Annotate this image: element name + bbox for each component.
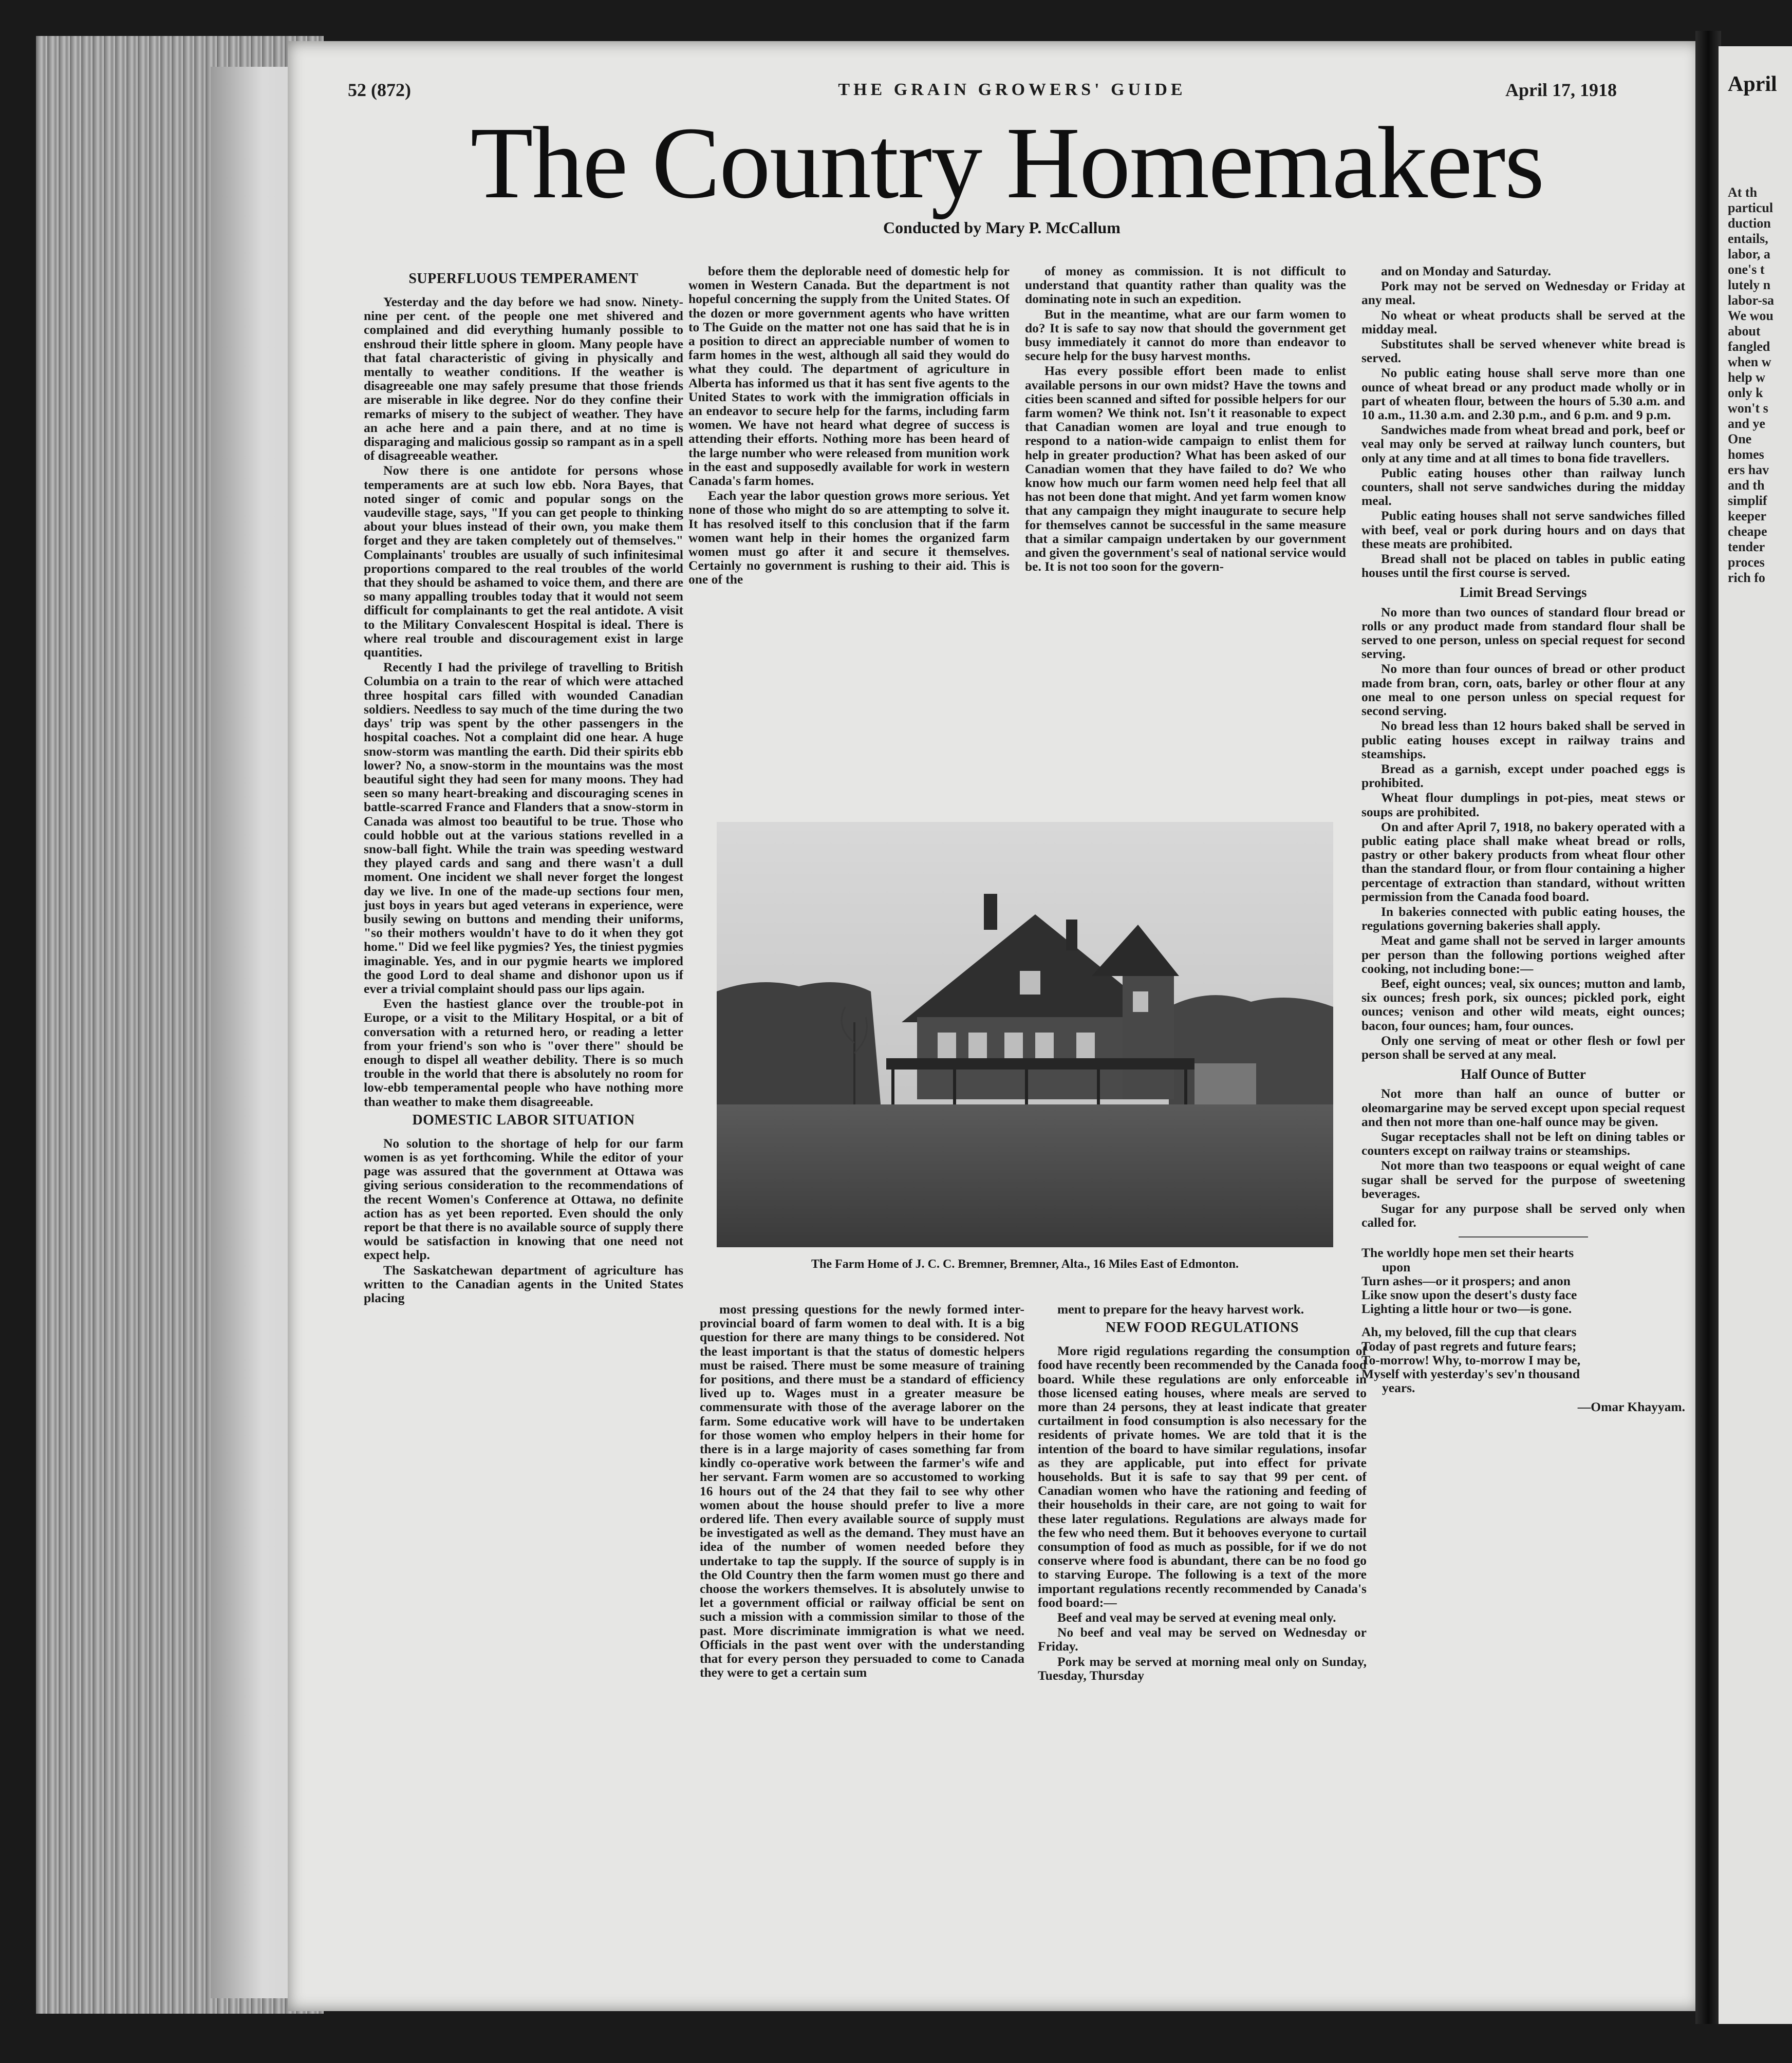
next-page-line: simplif xyxy=(1728,493,1767,508)
paragraph: No beef and veal may be served on Wednesday or Friday. xyxy=(1038,1625,1367,1654)
paragraph: Yesterday and the day before we had snow. Ninety-nine per cent. of the people one met shivered and complained and did everything humanly possible to enshroud their little sphere in gloom. Many people have that fatal characteristic of giving in physically and mentally to weather conditions. If the weather is disagreeable one may safely presume that those friends are miserable in like degree. Nor do they confine their remarks of misery to the subject of weather. They have an ache here and a pain there, and at no time is disparaging and malicious gossip so rampant as in a spell of disagreeable weather. xyxy=(364,294,683,463)
next-page-line: only k xyxy=(1728,385,1763,400)
paragraph: of money as commission. It is not difficult to understand that quantity rather than quality was the dominating note in such an expedition. xyxy=(1025,264,1346,307)
next-page-line: One xyxy=(1728,432,1752,446)
byline: Conducted by Mary P. McCallum xyxy=(883,218,1121,237)
next-page-line: won't s xyxy=(1728,401,1768,416)
paragraph: Only one serving of meat or other flesh or fowl per person shall be served at any meal. xyxy=(1361,1033,1685,1062)
section-heading: DOMESTIC LABOR SITUATION xyxy=(412,1112,635,1128)
paragraph: Has every possible effort been made to enlist available persons in our own midst? Have the towns and cities been scanned and sifted for possible helpers for our farm women? We think not. Isn't it reasonable to expect that Canadian women are loyal and true enough to respond to a nation-wide campaign to enlist them for help in greater production? What has been asked of our Canadian women that they have failed to do? We who know how much our farm women need help feel that all has not been done that might. And yet farm women know that any campaign they might inaugurate to secure help for themselves cannot be successful in the same measure that a similar campaign undertaken by our government and given the government's seal of national service would be. It is not too soon for the govern- xyxy=(1025,363,1346,574)
poem-line: Today of past regrets and future fears; xyxy=(1361,1338,1577,1354)
paragraph: before them the deplorable need of domestic help for women in Western Canada. But the department is not hopeful concerning the supply from the United States. Of the dozen or more government agents who have written to The Guide on the matter not one has said that he is in a position to direct an appreciable number of women to farm homes in the west, although all said they would do what they could. The department of agriculture in Alberta has informed us that it has sent five agents to the United States to work with the immigration officials in an endeavor to secure help for the farms, including farm women. We have not heard what degree of success is attending their efforts. Nothing more has been heard of the large number who were released from munition work in the east and supposedly available for work in western Canada's farm homes. xyxy=(688,264,1010,489)
running-title: THE GRAIN GROWERS' GUIDE xyxy=(838,80,1186,99)
poem-line: The worldly hope men set their hearts xyxy=(1361,1245,1574,1261)
farm-house-illustration xyxy=(717,822,1333,1247)
next-page-line: homes xyxy=(1728,447,1764,462)
paragraph: But in the meantime, what are our farm women to do? It is safe to say now that should the government get busy immediately it cannot do more than endeavor to secure help for the busy harvest months. xyxy=(1025,306,1346,364)
column-3-bottom xyxy=(1038,1302,1367,1930)
next-page-line: when w xyxy=(1728,354,1771,369)
poem-line: upon xyxy=(1382,1259,1411,1274)
paragraph: Recently I had the privilege of travelling to British Columbia on a train to the rear of which were attached three hospital cars filled with wounded Canadian soldiers. Needless to say much of the time during the two days' trip was spent by the other passengers in the hospital coaches. Not a complaint did one hear. A huge snow-storm was mantling the earth. Did their spirits ebb lower? No, a snow-storm in the mountains was the most beautiful sight they had seen for many moons. They had seen so many heart-breaking and discouraging scenes in battle-scarred France and Flanders that a snow-storm in Canada was almost too beautiful to be true. Those who could hobble out at the various stations revelled in a snow-ball fight. While the train was speeding westward they played cards and sang and there wasn't a dull moment. One incident we shall never forget the longest day we live. In one of the made-up sections four men, just boys in years but aged veterans in experience, were busily sewing on buttons and mending their uniforms, "so their mothers wouldn't have to do it when they got home." Did we feel like pygmies? Yes, the tiniest pygmies imaginable. Yes, and in our pygmie hearts we implored the good Lord to deal shame and dishonor upon us if ever a trivial complaint should pass our lips again. xyxy=(364,660,683,996)
paragraph: Not more than two teaspoons or equal weight of cane sugar shall be served for the purpose of sweetening beverages. xyxy=(1361,1158,1685,1201)
page-number: 52 (872) xyxy=(348,80,411,100)
next-page-line: ers hav xyxy=(1728,462,1769,477)
paragraph: Not more than half an ounce of butter or oleomargarine may be served except upon special request and then not more than one-half ounce may be given. xyxy=(1361,1086,1685,1129)
paragraph: Wheat flour dumplings in pot-pies, meat stews or soups are prohibited. xyxy=(1361,790,1685,819)
paragraph: Substitutes shall be served whenever white bread is served. xyxy=(1361,336,1685,366)
issue-date: April 17, 1918 xyxy=(1505,80,1617,100)
paragraph: No bread less than 12 hours baked shall be served in public eating houses except in railway trains and steamships. xyxy=(1361,718,1685,761)
next-page-line: help w xyxy=(1728,370,1765,385)
next-page-line: keeper xyxy=(1728,509,1767,523)
subheading-bread: Limit Bread Servings xyxy=(1460,585,1587,601)
column-2-bottom xyxy=(700,1302,1024,1930)
paragraph: Pork may be served at morning meal only on Sunday, Tuesday, Thursday xyxy=(1038,1654,1367,1683)
paragraph: and on Monday and Saturday. xyxy=(1381,264,1551,278)
next-page-line: tender xyxy=(1728,539,1765,554)
paragraph: Sugar receptacles shall not be left on dining tables or counters except on railway trains or steamships. xyxy=(1361,1129,1685,1158)
poem-line: Ah, my beloved, fill the cup that clears xyxy=(1361,1324,1577,1340)
poem-line: Lighting a little hour or two—is gone. xyxy=(1361,1301,1572,1317)
column-3-top xyxy=(1025,264,1346,819)
photo-caption: The Farm Home of J. C. C. Bremner, Bremner, Alta., 16 Miles East of Edmonton. xyxy=(811,1258,1239,1271)
next-page-line: particul xyxy=(1728,200,1774,215)
column-1 xyxy=(364,267,683,1926)
paragraph: No public eating house shall serve more than one ounce of wheat bread or any product made wholly or in part of wheaten flour, between the hours of 5.30 a.m. and 10 a.m., 11.30 a.m. and 2.30 p.m., and 6 p.m. and 9 p.m. xyxy=(1361,365,1685,423)
next-page-line: and ye xyxy=(1728,416,1765,431)
next-page-text xyxy=(1728,185,1792,586)
paragraph: Beef, eight ounces; veal, six ounces; mutton and lamb, six ounces; fresh pork, six ounces; pickled pork, eight ounces; venison and other wild meats, eight ounces; bacon, four ounces; ham, four ounces. xyxy=(1361,976,1685,1033)
poem-line: To-morrow! Why, to-morrow I may be, xyxy=(1361,1352,1581,1367)
paragraph: Meat and game shall not be served in larger amounts per person than the following portions weighed after cooking, not including bone:— xyxy=(1361,933,1685,976)
next-page-line: and th xyxy=(1728,478,1765,493)
next-page-line: fangled xyxy=(1728,339,1770,354)
paragraph: Even the hastiest glance over the trouble-pot in Europe, or a visit to the Military Hospital, or a bit of conversation with a returned hero, or reading a letter from your friend's son who is "over there" should be enough to dispel all weather debility. There is so much trouble in the world that there is absolutely no room for low-ebb temperamental people who have nothing more than weather to make them disagreeable. xyxy=(364,996,683,1109)
paragraph: Bread as a garnish, except under poached eggs is prohibited. xyxy=(1361,761,1685,791)
farm-home-photo xyxy=(717,822,1333,1247)
paragraph: No solution to the shortage of help for our farm women is as yet forthcoming. While the editor of your page was assured that the government at Ottawa was giving serious consideration to the recommendations of the recent Women's Conference at Ottawa, no definite action has as yet been reported. Even should the only report be that there is no available source of supply there would be satisfaction in knowing that one need not expect help. xyxy=(364,1135,683,1263)
divider xyxy=(1459,1236,1588,1237)
paragraph: Sandwiches made from wheat bread and pork, beef or veal may only be served at railway lunch counters, but only at any time and at all times to bona fide travellers. xyxy=(1361,422,1685,465)
next-page-line: lutely n xyxy=(1728,277,1771,292)
paragraph: More rigid regulations regarding the consumption of food have recently been recommended by the Canada food board. While these regulations are only enforceable in those licensed eating houses, where meals are served to more than 24 persons, they at least indicate that greater curtailment in food consumption is also necessary for the residents of private homes. We are told that it is the intention of the board to have similar regulations, insofar as they are applicable, put into effect for private households. But it is safe to say that 99 per cent. of Canadian women who have the rationing and feeding of their households in their care, are not going to wait for these later regulations. Regulations are always made for the few who need them. But it behooves everyone to curtail consumption of food as much as possible, for if we do not conserve where food is abundant, there can be no food go to starving Europe. The following is a text of the more important regulations recently recommended by Canada's food board:— xyxy=(1038,1343,1367,1610)
section-heading: SUPERFLUOUS TEMPERAMENT xyxy=(408,271,639,287)
next-page-line: rich fo xyxy=(1728,570,1765,585)
paragraph: Now there is one antidote for persons whose temperaments are at such low ebb. Nora Bayes, that noted singer of comic and popular songs on the vaudeville stage, says, "If you can get people to thinking about your blues instead of their own, you make them forget and they are taken completely out of themselves." Complainants' troubles are usually of such infinitesimal proportions compared to the real troubles of the world that they should be ashamed to voice them, and there are so many appalling troubles today that it would not seem difficult for complainants to get the real antidote. A visit to the Military Convalescent Hospital is ideal. There is where real trouble and discouragement exist in large quantities. xyxy=(364,463,683,660)
paragraph: Public eating houses other than railway lunch counters, shall not serve sandwiches during the midday meal. xyxy=(1361,465,1685,509)
poem-author: —Omar Khayyam. xyxy=(1577,1399,1685,1415)
next-page-line: about xyxy=(1728,324,1761,339)
paragraph: No wheat or wheat products shall be served at the midday meal. xyxy=(1361,307,1685,336)
next-page-line: entails, xyxy=(1728,231,1768,246)
paragraph: most pressing questions for the newly formed inter-provincial board of farm women to deal with. It is a big question for there are many things to be considered. Not the least important is that the status of domestic helpers must be raised. There must be some measure of training for positions, and there must be a standard of efficiency lived up to. Wages must in a greater measure be commensurate with those of the average laborer on the farm. Some educative work will have to be undertaken for those women who employ helpers in their home for there is in a large majority of cases something far from kindly co-operative work between the farmer's wife and her servant. Farm women are so accustomed to working 16 hours out of the 24 that they fail to see why other women about the house should prefer to live a more ordered life. Then every available source of supply must be investigated as well as the demand. They must have an idea of the number of women needed before they undertake to tap the supply. If the source of supply is in the Old Country then the farm women must go there and choose the workers themselves. It is absolutely unwise to let a government official or railway official be sent on such a mission with a commission similar to those of the past. More discriminate immigration is what we need. Officials in the past went over with the understanding that for every person they persuaded to come to Canada they were to get a certain sum xyxy=(700,1302,1024,1680)
subheading-butter: Half Ounce of Butter xyxy=(1461,1066,1586,1082)
poem-line: Myself with yesterday's sev'n thousand xyxy=(1361,1366,1580,1382)
paragraph: ment to prepare for the heavy harvest work. xyxy=(1057,1302,1304,1317)
poem-line: Like snow upon the desert's dusty face xyxy=(1361,1287,1577,1303)
paragraph: No more than four ounces of bread or other product made from bran, corn, oats, barley or other flour at any one meal to one person unless on special request for second serving. xyxy=(1361,661,1685,719)
paragraph: No more than two ounces of standard flour bread or rolls or any product made from standard flour shall be served to one person, unless on special request for second serving. xyxy=(1361,604,1685,662)
next-page-line: one's t xyxy=(1728,262,1765,277)
paragraph: Beef and veal may be served at evening meal only. xyxy=(1057,1610,1336,1625)
paragraph: Each year the labor question grows more serious. Yet none of those who might do so are attempting to solve it. It has resolved itself to this conclusion that if the farm women want help in their homes the organized farm women must go after it and secure it themselves. Certainly no government is rushing to their aid. This is one of the xyxy=(688,488,1010,587)
paragraph: The Saskatchewan department of agriculture has written to the Canadian agents in the United States placing xyxy=(364,1262,683,1306)
paragraph: Pork may not be served on Wednesday or Friday at any meal. xyxy=(1361,278,1685,308)
paragraph: On and after April 7, 1918, no bakery operated with a public eating place shall make wheat bread or rolls, pastry or other bakery products from wheat flour other than the standard flour, or from flour containing a higher percentage of extraction than standard, without written permission from the Canada food board. xyxy=(1361,819,1685,904)
poem xyxy=(1361,1246,1685,1414)
poem-line: years. xyxy=(1382,1380,1415,1396)
book-gutter xyxy=(1695,31,1721,2024)
paragraph: In bakeries connected with public eating houses, the regulations governing bakeries shall apply. xyxy=(1361,904,1685,933)
page-title: The Country Homemakers xyxy=(470,106,1544,220)
next-page-line: We wou xyxy=(1728,308,1774,323)
book-page-edges xyxy=(36,36,324,2014)
paragraph: Public eating houses shall not serve sandwiches filled with beef, veal or pork during hours and on days that these meats are prohibited. xyxy=(1361,508,1685,551)
paragraph: Bread shall not be placed on tables in public eating houses until the first course is served. xyxy=(1361,551,1685,580)
poem-line: Turn ashes—or it prospers; and anon xyxy=(1361,1273,1571,1288)
next-page-header: April xyxy=(1728,72,1777,96)
next-page-fragment xyxy=(1719,46,1792,2024)
paragraph: Sugar for any purpose shall be served only when called for. xyxy=(1361,1201,1685,1230)
next-page-line: proces xyxy=(1728,555,1765,570)
next-page-line: labor, a xyxy=(1728,247,1770,261)
next-page-line: labor-sa xyxy=(1728,293,1775,308)
column-2-top xyxy=(688,264,1010,819)
section-heading: NEW FOOD REGULATIONS xyxy=(1105,1320,1299,1336)
column-4 xyxy=(1361,264,1685,1923)
next-page-line: At th xyxy=(1728,185,1758,200)
next-page-line: duction xyxy=(1728,216,1771,231)
next-page-line: cheape xyxy=(1728,524,1767,539)
